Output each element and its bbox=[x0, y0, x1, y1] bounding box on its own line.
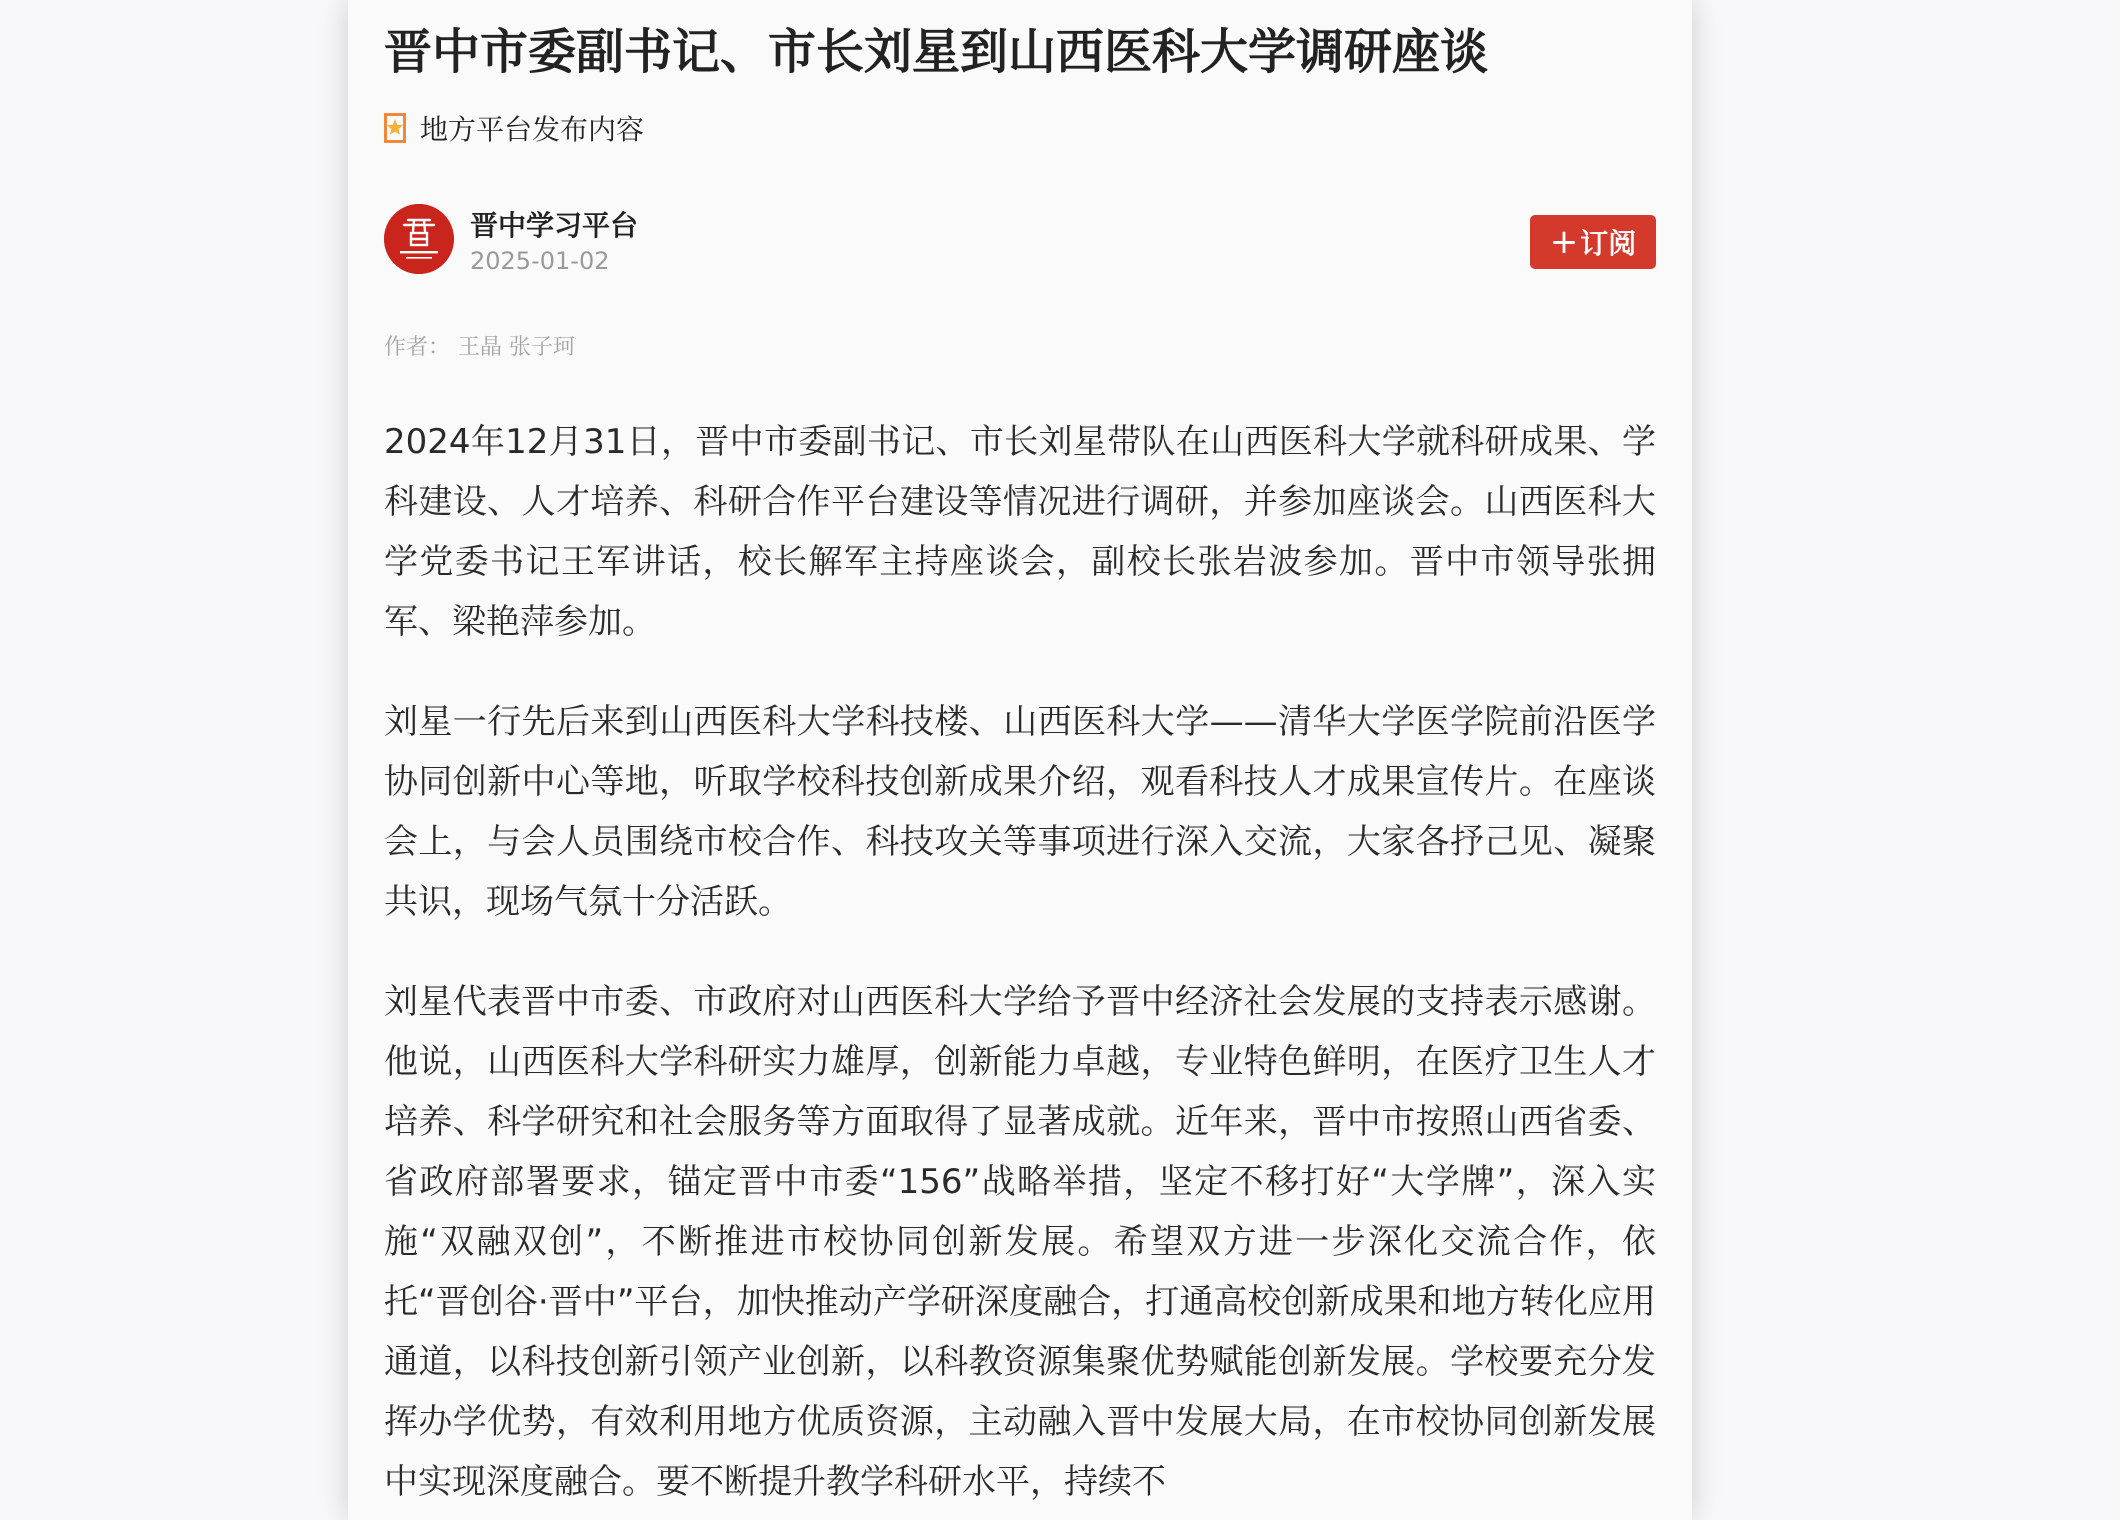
source-row bbox=[384, 110, 644, 146]
article-title: 晋中市委副书记、市长刘星到山西医科大学调研座谈 bbox=[384, 24, 1489, 80]
platform-avatar[interactable] bbox=[384, 204, 454, 274]
subscribe-button[interactable] bbox=[1530, 215, 1656, 269]
author-prefix: 作者： bbox=[384, 335, 451, 360]
star-bookmark-icon bbox=[384, 113, 406, 143]
subscribe-label: 订阅 bbox=[1580, 227, 1637, 260]
article-paragraph: 刘星一行先后来到山西医科大学科技楼、山西医科大学——清华大学医学院前沿医学协同创新中心等地，听取学校科技创新成果介绍，观看科技人才成果宣传片。在座谈会上，与会人员围绕市校合作、科技攻关等事项进行深入交流，大家各抒己见、凝聚共识，现场气氛十分活跃。 bbox=[384, 702, 1656, 922]
platform-header bbox=[384, 204, 1656, 278]
publish-date: 2025-01-02 bbox=[470, 247, 610, 275]
article-card bbox=[348, 0, 1692, 1520]
author-names: 王晶 张子珂 bbox=[458, 335, 576, 360]
author-line bbox=[384, 332, 575, 364]
article-paragraph: 2024年12月31日，晋中市委副书记、市长刘星带队在山西医科大学就科研成果、学科建设、人才培养、科研合作平台建设等情况进行调研，并参加座谈会。山西医科大学党委书记王军讲话，校长解军主持座谈会，副校长张岩波参加。晋中市领导张拥军、梁艳萍参加。 bbox=[384, 422, 1656, 642]
source-label: 地方平台发布内容 bbox=[420, 113, 645, 146]
article-paragraph: 刘星代表晋中市委、市政府对山西医科大学给予晋中经济社会发展的支持表示感谢。他说，山西医科大学科研实力雄厚，创新能力卓越，专业特色鲜明，在医疗卫生人才培养、科学研究和社会服务等方面取得了显著成就。近年来，晋中市按照山西省委、省政府部署要求，锚定晋中市委“156”战略举措，坚定不移打好“大学牌”，深入实施“双融双创”，不断推进市校协同创新发展。希望双方进一步深化交流合作，依托“晋创谷·晋中”平台，加快推动产学研深度融合，打通高校创新成果和地方转化应用通道，以科技创新引领产业创新，以科教资源集聚优势赋能创新发展。学校要充分发挥办学优势，有效利用地方优质资源，主动融入晋中发展大局，在市校协同创新发展中实现深度融合。要不断提升教学科研水平，持续不 bbox=[384, 982, 1656, 1502]
article-body bbox=[384, 412, 1656, 1520]
platform-name[interactable]: 晋中学习平台 bbox=[470, 209, 639, 242]
plus-icon: + bbox=[1549, 222, 1579, 262]
